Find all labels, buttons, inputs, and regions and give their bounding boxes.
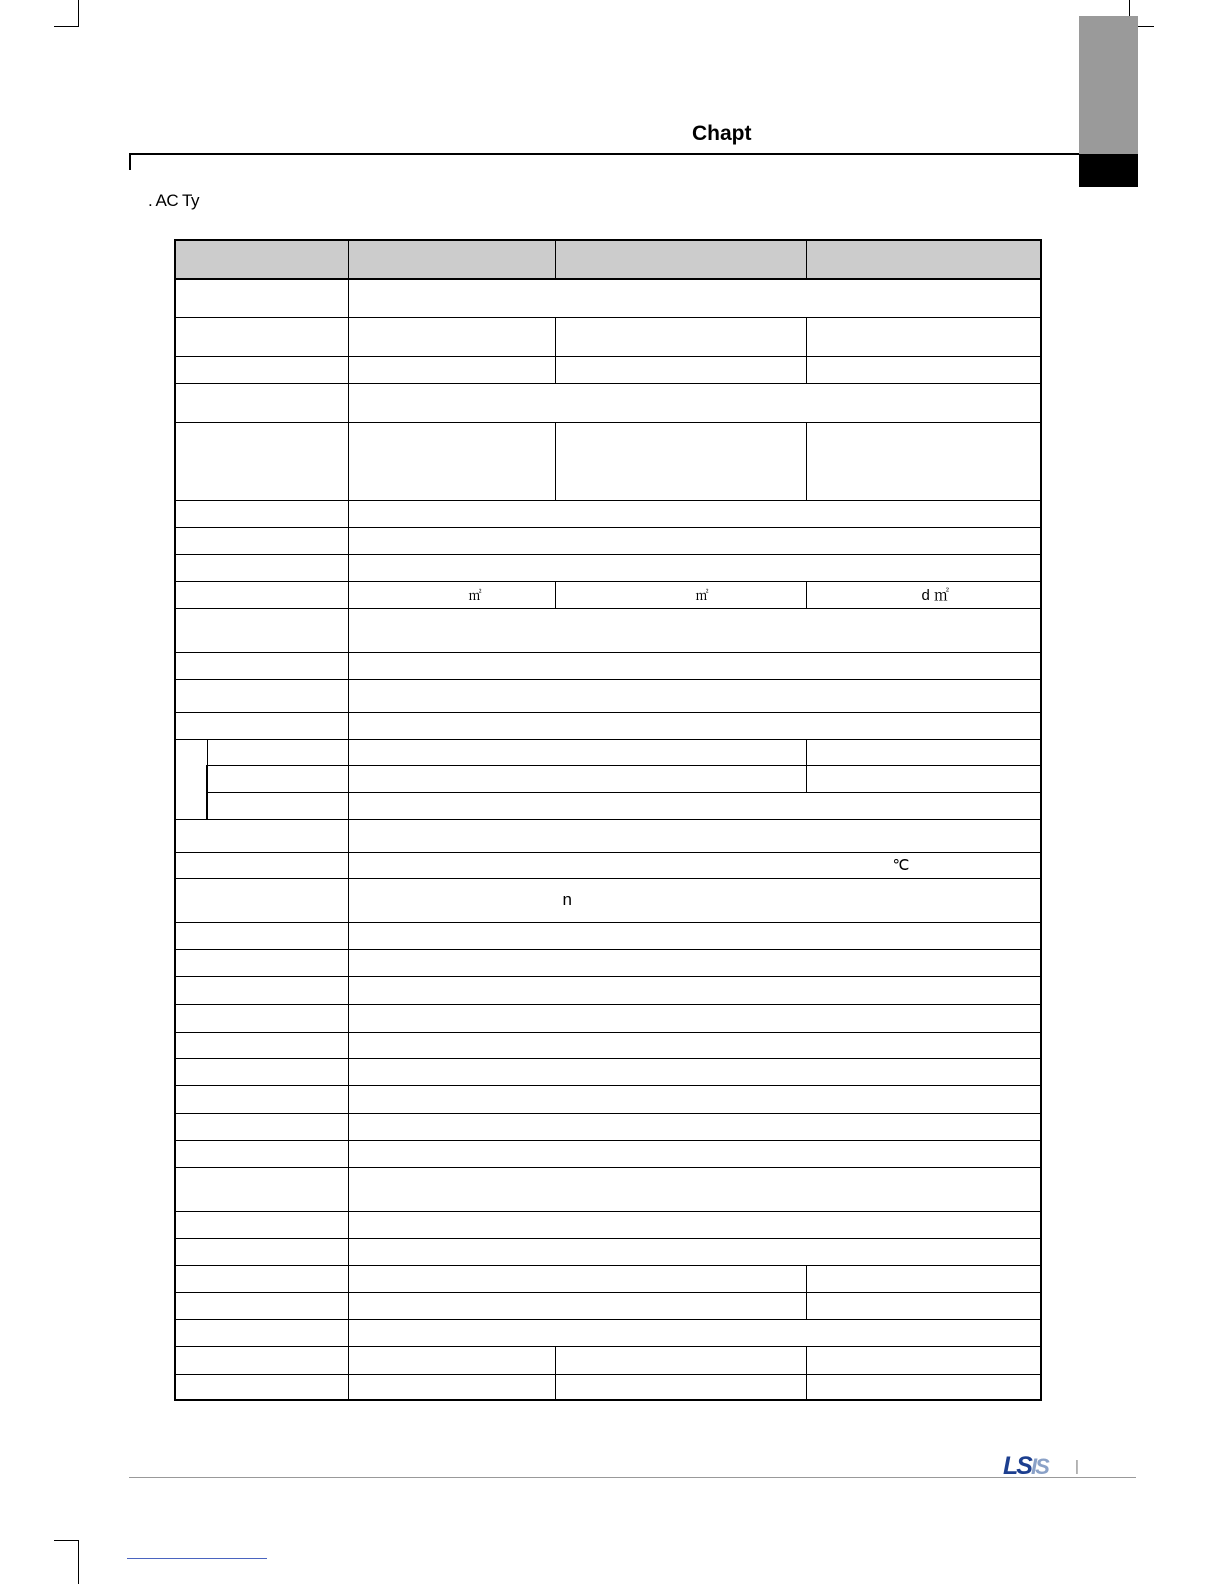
table-row bbox=[175, 852, 1041, 878]
table-row bbox=[175, 1032, 1041, 1058]
table-row bbox=[175, 819, 1041, 852]
table-row bbox=[175, 317, 1041, 356]
table-row bbox=[175, 422, 1041, 500]
table-row bbox=[175, 279, 1041, 317]
table-row bbox=[175, 1238, 1041, 1265]
chapter-title: Chapt bbox=[692, 122, 752, 145]
table-row bbox=[175, 1374, 1041, 1400]
table-row bbox=[175, 1346, 1041, 1374]
table-row bbox=[175, 1085, 1041, 1113]
table-row bbox=[175, 527, 1041, 554]
crop-mark-bottom-left-h bbox=[54, 1540, 79, 1541]
table-row bbox=[175, 1058, 1041, 1085]
table-row bbox=[175, 1265, 1041, 1292]
table-header-row bbox=[175, 240, 1041, 279]
page-separator: | bbox=[1075, 1458, 1079, 1475]
footer-rule bbox=[129, 1477, 1136, 1478]
logo-ls: LS bbox=[1003, 1452, 1031, 1480]
table-row bbox=[175, 792, 1041, 819]
section-label: . AC Ty bbox=[148, 191, 199, 210]
table-row bbox=[175, 608, 1041, 652]
table-row bbox=[175, 922, 1041, 949]
table-row bbox=[175, 1211, 1041, 1238]
area-unit: ㎡ bbox=[468, 588, 482, 603]
table-row bbox=[175, 554, 1041, 581]
area-unit: d ㎡ bbox=[921, 587, 950, 604]
chapter-tab-black bbox=[1079, 154, 1138, 187]
ls-is-logo bbox=[1003, 1452, 1048, 1481]
table-row bbox=[175, 739, 1041, 765]
header-cell bbox=[175, 240, 348, 279]
header-cell bbox=[348, 240, 555, 279]
bottom-link-underline[interactable] bbox=[127, 1558, 267, 1559]
table-row bbox=[175, 356, 1041, 383]
stray-char: n bbox=[562, 890, 572, 909]
table-row bbox=[175, 1292, 1041, 1319]
table-row bbox=[175, 1140, 1041, 1167]
table-row bbox=[175, 1319, 1041, 1346]
header-rule bbox=[129, 153, 1079, 155]
temp-unit: ℃ bbox=[892, 857, 910, 874]
table-row bbox=[175, 712, 1041, 739]
crop-mark-top-left-h bbox=[54, 26, 79, 27]
header-rule-tick bbox=[129, 153, 131, 170]
spec-table bbox=[174, 239, 1042, 1401]
table-row bbox=[175, 765, 1041, 792]
chapter-tab-gray bbox=[1079, 16, 1138, 154]
table-row bbox=[175, 1113, 1041, 1140]
table-row bbox=[175, 652, 1041, 679]
area-unit: ㎡ bbox=[695, 588, 709, 603]
table-row bbox=[175, 1004, 1041, 1032]
table-row bbox=[175, 500, 1041, 527]
table-row bbox=[175, 878, 1041, 922]
table-row bbox=[175, 976, 1041, 1004]
header-cell bbox=[555, 240, 806, 279]
table-row bbox=[175, 1167, 1041, 1211]
crop-mark-top-left-v bbox=[78, 0, 79, 27]
table-row bbox=[175, 581, 1041, 608]
table-row bbox=[175, 679, 1041, 712]
table-row bbox=[175, 949, 1041, 976]
header-cell bbox=[806, 240, 1041, 279]
logo-is: IS bbox=[1030, 1454, 1048, 1479]
crop-mark-bottom-left-v bbox=[78, 1540, 79, 1584]
table-row bbox=[175, 383, 1041, 422]
